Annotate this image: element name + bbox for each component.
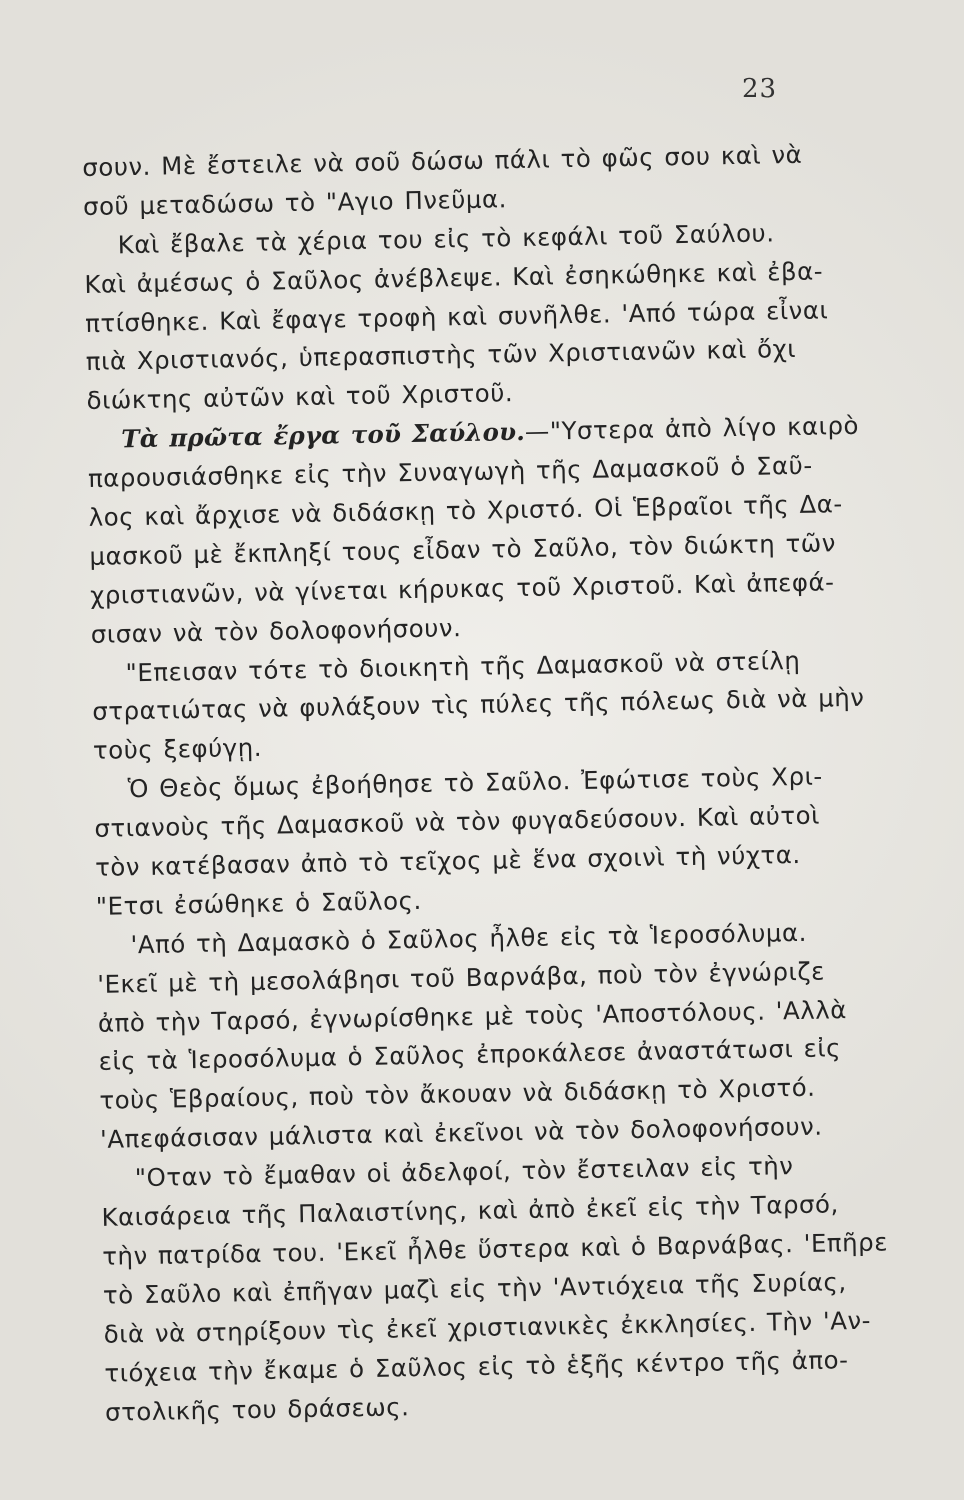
- text-line: στρατιώτας νὰ φυλάξουν τὶς πύλες τῆς πόλεως διὰ νὰ μὴν: [92, 683, 865, 727]
- text-line: ἀπὸ τὴν Ταρσό, ἐγνωρίσθηκε μὲ τοὺς 'Αποστόλους. 'Αλλὰ: [97, 994, 848, 1038]
- text-line: εἰς τὰ Ἱεροσόλυμα ὁ Σαῦλος ἐπροκάλεσε ἀναστάτωσι εἰς: [98, 1033, 842, 1077]
- text-line: τοὺς Ἑβραίους, ποὺ τὸν ἄκουαν νὰ διδάσκῃ τὸ Χριστό.: [99, 1073, 816, 1116]
- page-number: 23: [742, 74, 778, 104]
- text-line: διὰ νὰ στηρίξουν τὶς ἐκεῖ χριστιανικὲς ἐκκλησίες. Τὴν 'Αν-: [103, 1305, 872, 1349]
- text-line: χριστιανῶν, νὰ γίνεται κήρυκας τοῦ Χριστοῦ. Καὶ ἀπεφά-: [89, 567, 835, 610]
- text-line: Καὶ ἔβαλε τὰ χέρια του εἰς τὸ κεφάλι τοῦ Σαύλου.: [117, 218, 775, 260]
- text-line: τοὺς ξεφύγῃ.: [92, 733, 263, 766]
- text-line: "Επεισαν τότε τὸ διοικητὴ τῆς Δαμασκοῦ νὰ στείλῃ: [125, 645, 801, 687]
- text-line: "Ετσι ἐσώθηκε ὁ Σαῦλος.: [95, 885, 422, 921]
- text-line: λος καὶ ἄρχισε νὰ διδάσκῃ τὸ Χριστό. Οἱ Ἑβραῖοι τῆς Δα-: [88, 489, 844, 532]
- text-line: 'Από τὴ Δαμασκὸ ὁ Σαῦλος ἦλθε εἰς τὰ Ἱεροσόλυμα.: [130, 917, 808, 960]
- text-line: παρουσιάσθηκε εἰς τὴν Συναγωγὴ τῆς Δαμασκοῦ ὁ Σαῦ-: [87, 450, 813, 494]
- section-heading: Τὰ πρῶτα ἔργα τοῦ Σαύλου.: [121, 417, 526, 454]
- text-line: στολικῆς του δράσεως.: [104, 1391, 410, 1427]
- text-line: τὴν πατρίδα του. 'Εκεῖ ἦλθε ὕστερα καὶ ὁ Βαρνάβας. 'Επῆρε: [102, 1227, 889, 1271]
- text-line: 'Εκεῖ μὲ τὴ μεσολάβησι τοῦ Βαρνάβα, ποὺ τὸν ἐγνώριζε: [97, 956, 826, 999]
- text-line: σισαν νὰ τὸν δολοφονήσουν.: [90, 612, 462, 649]
- text-line: σουν. Μὲ ἔστειλε νὰ σοῦ δώσω πάλι τὸ φῶς σου καὶ νὰ: [82, 139, 803, 182]
- text-line: σοῦ μεταδώσω τὸ "Αγιο Πνεῦμα.: [82, 184, 508, 221]
- text-line: 'Απεφάσισαν μάλιστα καὶ ἐκεῖνοι νὰ τὸν δολοφονήσουν.: [99, 1111, 823, 1155]
- text-line: τὸν κατέβασαν ἀπὸ τὸ τεῖχος μὲ ἕνα σχοινὶ τὴ νύχτα.: [94, 839, 801, 882]
- text-line: τὸ Σαῦλο καὶ ἐπῆγαν μαζὶ εἰς τὴν 'Αντιόχεια τῆς Συρίας,: [102, 1267, 847, 1310]
- text-line: "Οταν τὸ ἔμαθαν οἱ ἀδελφοί, τὸν ἔστειλαν εἰς τὴν: [134, 1151, 794, 1193]
- text-line: Καισάρεια τῆς Παλαιστίνης, καὶ ἀπὸ ἐκεῖ εἰς τὴν Ταρσό,: [101, 1189, 840, 1232]
- text-line: Καὶ ἀμέσως ὁ Σαῦλος ἀνέβλεψε. Καὶ ἐσηκώθηκε καὶ ἐβα-: [84, 256, 824, 299]
- text-line: στιανοὺς τῆς Δαμασκοῦ νὰ τὸν φυγαδεύσουν. Καὶ αὐτοὶ: [94, 800, 821, 844]
- text-line: Ὁ Θεὸς ὅμως ἐβοήθησε τὸ Σαῦλο. Ἐφώτισε τοὺς Χρι-: [127, 761, 823, 804]
- text-line: πτίσθηκε. Καὶ ἔφαγε τροφὴ καὶ συνῆλθε. 'Από τώρα εἶναι: [84, 294, 829, 338]
- text-line: διώκτης αὐτῶν καὶ τοῦ Χριστοῦ.: [86, 378, 514, 416]
- page-text: [82, 135, 889, 1432]
- text-line: μασκοῦ μὲ ἔκπληξί τους εἶδαν τὸ Σαῦλο, τὸν διώκτη τῶν: [89, 528, 837, 571]
- text-line: τιόχεια τὴν ἔκαμε ὁ Σαῦλος εἰς τὸ ἑξῆς κέντρο τῆς ἀπο-: [104, 1344, 849, 1388]
- text-line: πιὰ Χριστιανός, ὑπερασπιστὴς τῶν Χριστιανῶν καὶ ὄχι: [85, 334, 797, 377]
- text-line-continuation: —"Υστερα ἀπὸ λίγο καιρὸ: [524, 411, 860, 447]
